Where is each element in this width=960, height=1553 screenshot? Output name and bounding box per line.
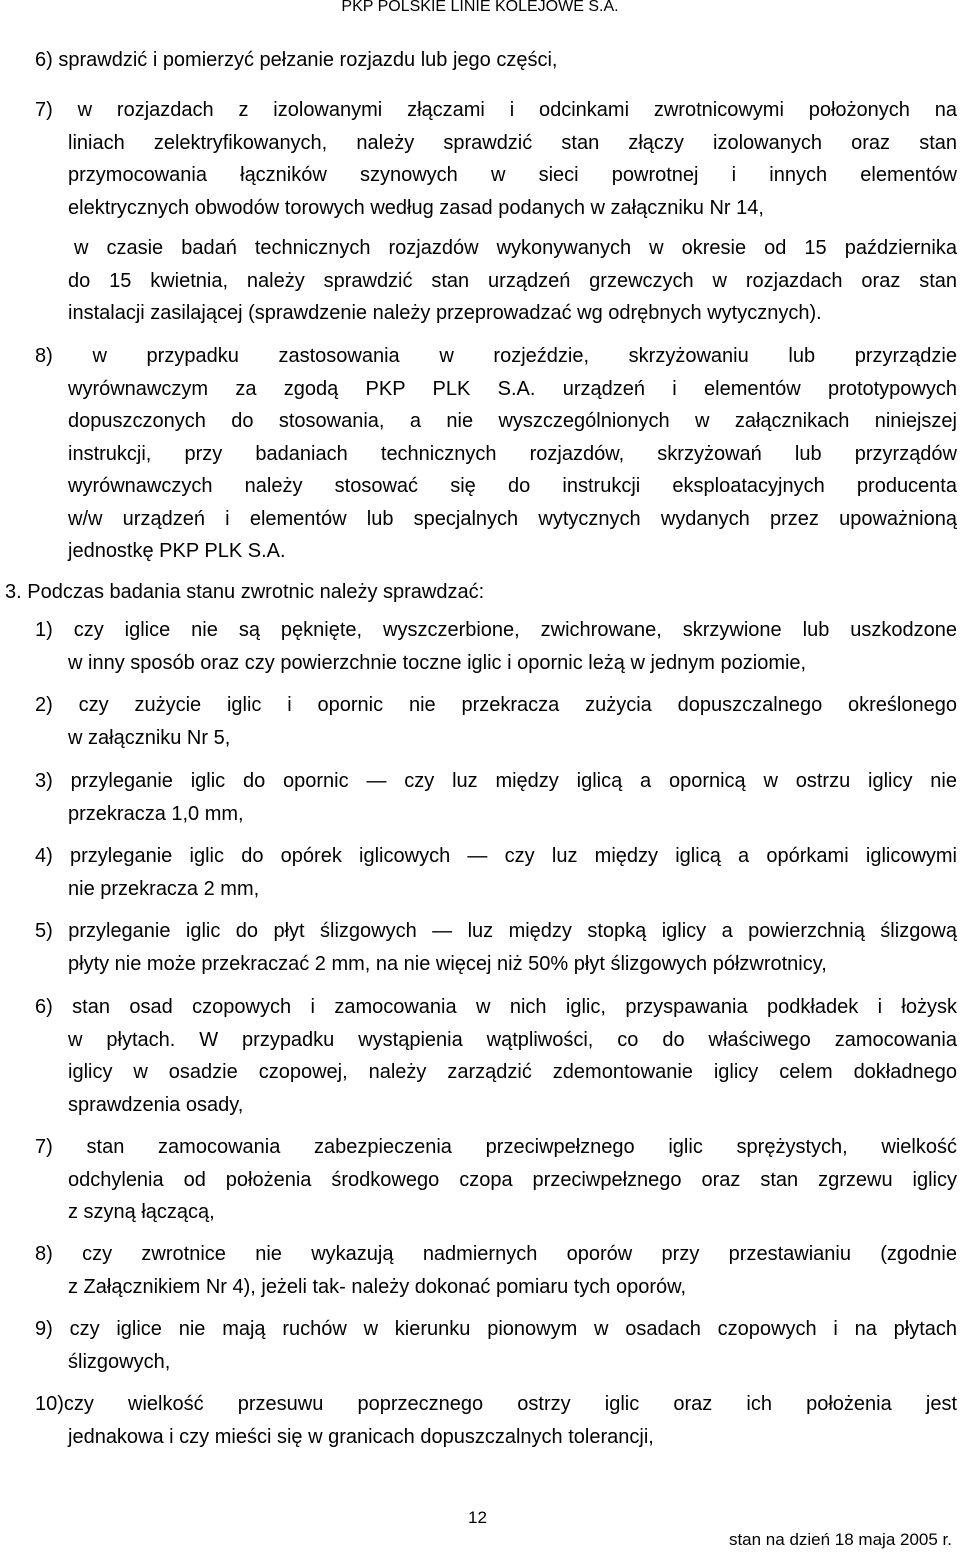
text-line: 4) przyleganie iglic do opórek iglicowych — czy luz między iglicą a opórkami iglicowymi — [35, 845, 957, 867]
text-line — [74, 232, 957, 265]
text-line: z Załącznikiem Nr 4), jeżeli tak- należy dokonać pomiaru tych oporów, — [68, 1275, 687, 1298]
text-line: sprawdzenia osady, — [68, 1093, 244, 1116]
text-line: ślizgowych, — [68, 1350, 171, 1373]
list-item-body — [68, 1164, 957, 1197]
text-line: z szyną łączącą, — [68, 1201, 215, 1223]
text-line: 9) czy iglice nie mają ruchów w kierunku pionowym w osadach czopowych i na płytach — [35, 1318, 957, 1340]
text-line — [35, 1313, 957, 1346]
text-line — [35, 614, 957, 647]
text-line: dopuszczonych do stosowania, a nie wyszczególnionych w załącznikach niniejszej — [68, 410, 957, 432]
text-line — [35, 94, 957, 127]
footer-date: stan na dzień 18 maja 2005 r. — [728, 1530, 952, 1549]
text-line: płyty nie może przekraczać 2 mm, na nie więcej niż 50% płyt ślizgowych półzwrotnicy, — [68, 952, 827, 975]
text-line: przekracza 1,0 mm, — [68, 802, 244, 825]
text-line — [35, 340, 957, 373]
text-line: odchylenia od położenia środkowego czopa przeciwpełznego oraz stan zgrzewu iglicy — [68, 1168, 957, 1191]
text-line: instalacji zasilającej (sprawdzenie należy przeprowadzać wg odrębnych wytycznych). — [68, 302, 822, 324]
page-header: PKP POLSKIE LINIE KOLEJOWE S.A. — [341, 0, 619, 15]
list-item-body — [68, 1024, 957, 1089]
text-line: przymocowania łączników szynowych w sieci powrotnej i innych elementów — [68, 164, 957, 186]
text-line — [35, 689, 957, 722]
text-line — [35, 840, 957, 873]
paragraph-body — [68, 265, 957, 298]
section-heading: 3. Podczas badania stanu zwrotnic należy sprawdzać: — [5, 581, 485, 603]
text-line: 7) w rozjazdach z izolowanymi złączami i odcinkami zwrotnicowymi położonych na — [35, 99, 957, 121]
list-item-body — [68, 127, 957, 192]
text-line: jednostkę PKP PLK S.A. — [68, 540, 286, 562]
page-number: 12 — [468, 1508, 487, 1527]
text-line: elektrycznych obwodów torowych według zasad podanych w załączniku Nr 14, — [68, 196, 764, 219]
text-line: wyrównawczych należy stosować się do instrukcji eksploatacyjnych producenta — [68, 475, 957, 497]
text-line: w inny sposób oraz czy powierzchnie toczne iglic i opornic leżą w jednym poziomie, — [68, 651, 807, 674]
text-line: instrukcji, przy badaniach technicznych rozjazdów, skrzyżowań lub przyrządów — [68, 442, 957, 465]
text-line: 1) czy iglice nie są pęknięte, wyszczerbione, zwichrowane, skrzywione lub uszkodzone — [35, 619, 957, 641]
text-line: wyrównawczym za zgodą PKP PLK S.A. urządzeń i elementów prototypowych — [68, 377, 957, 400]
text-line — [35, 765, 957, 798]
text-line: 6) sprawdzić i pomierzyć pełzanie rozjazdu lub jego części, — [35, 49, 558, 71]
text-line — [35, 1388, 957, 1421]
text-line: 7) stan zamocowania zabezpieczenia przeciwpełznego iglic sprężystych, wielkość — [35, 1136, 957, 1158]
text-line — [35, 1238, 957, 1271]
text-line: 2) czy zużycie iglic i opornic nie przekracza zużycia dopuszczalnego określonego — [35, 694, 957, 716]
text-line: jednakowa i czy mieści się w granicach dopuszczalnych tolerancji, — [68, 1425, 654, 1448]
text-line — [35, 991, 957, 1024]
text-line: 8) czy zwrotnice nie wykazują nadmiernych oporów przy przestawianiu (zgodnie — [35, 1243, 957, 1265]
text-line: w załączniku Nr 5, — [68, 726, 231, 749]
text-line: w płytach. W przypadku wystąpienia wątpliwości, co do właściwego zamocowania — [68, 1028, 957, 1051]
text-line: w/w urządzeń i elementów lub specjalnych wytycznych wydanych przez upoważnioną — [68, 507, 957, 530]
text-line — [35, 915, 957, 948]
text-line: 6) stan osad czopowych i zamocowania w nich iglic, przyspawania podkładek i łożysk — [35, 996, 957, 1018]
text-line: nie przekracza 2 mm, — [68, 877, 260, 900]
text-line: 10)czy wielkość przesuwu poprzecznego ostrzy iglic oraz ich położenia jest — [35, 1393, 957, 1415]
text-line: iglicy w osadzie czopowej, należy zarządzić zdemontowanie iglicy celem dokładnego — [68, 1061, 957, 1083]
text-line: w czasie badań technicznych rozjazdów wykonywanych w okresie od 15 października — [74, 237, 957, 259]
text-line: 8) w przypadku zastosowania w rozjeździe, skrzyżowaniu lub przyrządzie — [35, 345, 957, 367]
text-line: 3) przyleganie iglic do opornic — czy luz między iglicą a opornicą w ostrzu iglicy nie — [35, 770, 957, 792]
text-line — [35, 1131, 957, 1164]
text-line: do 15 kwietnia, należy sprawdzić stan urządzeń grzewczych w rozjazdach oraz stan — [68, 269, 957, 292]
text-line: 5) przyleganie iglic do płyt ślizgowych — luz między stopką iglicy a powierzchnią ślizgową — [35, 920, 957, 942]
text-line: liniach zelektryfikowanych, należy sprawdzić stan złączy izolowanych oraz stan — [68, 131, 957, 154]
list-item-body — [68, 373, 957, 536]
